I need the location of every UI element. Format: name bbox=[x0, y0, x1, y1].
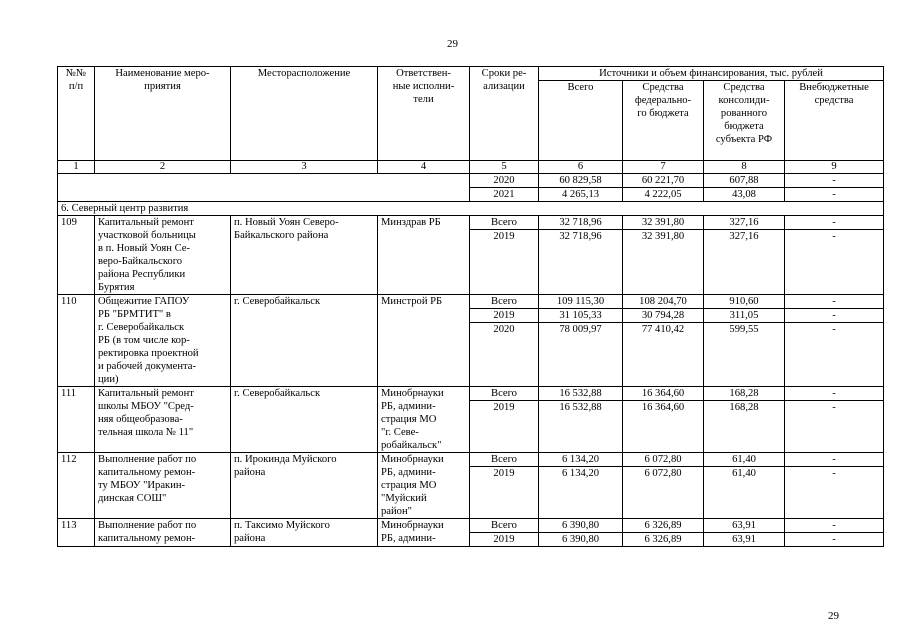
item-location: п. Ирокинда Муйского района bbox=[231, 453, 378, 519]
table-row bbox=[58, 453, 884, 519]
table-row bbox=[58, 216, 884, 295]
item-location: п. Таксимо Муйского района bbox=[231, 519, 378, 547]
item-extra: - bbox=[785, 519, 884, 533]
column-number: 9 bbox=[785, 161, 884, 174]
column-numbers-row bbox=[58, 161, 884, 174]
item-federal-cell bbox=[623, 216, 704, 295]
item-name: Капитальный ремонт школы МБОУ "Сред- няя общеобразова- тельная школа № 11" bbox=[95, 387, 231, 453]
item-federal: 6 072,80 bbox=[623, 453, 704, 467]
carryover-extra: - bbox=[785, 174, 884, 188]
item-extra-cell bbox=[785, 519, 884, 547]
funding-table bbox=[57, 66, 884, 547]
carryover-regional: 607,88 bbox=[704, 174, 785, 188]
carryover-year: 2021 bbox=[470, 188, 539, 202]
item-number: 112 bbox=[58, 453, 95, 519]
item-total: 31 105,33 bbox=[539, 309, 623, 323]
item-total: 16 532,88 bbox=[559, 402, 602, 413]
item-regional-cell bbox=[704, 387, 785, 453]
item-period: 2019 bbox=[493, 402, 515, 413]
page-number-bottom: 29 bbox=[828, 610, 839, 622]
header-name: Наименование меро- приятия bbox=[95, 67, 231, 161]
item-extra: - bbox=[785, 309, 884, 323]
item-federal: 30 794,28 bbox=[623, 309, 704, 323]
item-federal-cell bbox=[623, 519, 704, 547]
item-regional: 599,55 bbox=[729, 324, 759, 335]
column-number: 2 bbox=[95, 161, 231, 174]
column-number: 8 bbox=[704, 161, 785, 174]
column-number: 5 bbox=[470, 161, 539, 174]
item-name: Выполнение работ по капитальному ремон- ту МБОУ "Иракин- динская СОШ" bbox=[95, 453, 231, 519]
item-total-cell bbox=[539, 519, 623, 547]
item-number: 110 bbox=[58, 295, 95, 387]
item-total: 6 134,20 bbox=[539, 453, 623, 467]
item-regional: 63,91 bbox=[732, 534, 756, 545]
item-period: Всего bbox=[470, 519, 539, 533]
carryover-regional: 43,08 bbox=[704, 188, 785, 202]
item-extra: - bbox=[832, 231, 836, 242]
item-total: 78 009,97 bbox=[559, 324, 602, 335]
item-extra: - bbox=[832, 402, 836, 413]
header-row bbox=[58, 67, 884, 81]
item-extra: - bbox=[832, 468, 836, 479]
item-extra: - bbox=[785, 295, 884, 309]
item-total: 6 390,80 bbox=[561, 534, 600, 545]
item-federal-cell bbox=[623, 453, 704, 519]
item-total: 32 718,96 bbox=[559, 231, 602, 242]
header-period: Сроки ре- ализации bbox=[470, 67, 539, 161]
item-period: 2019 bbox=[470, 309, 539, 323]
item-total: 6 390,80 bbox=[539, 519, 623, 533]
item-location: п. Новый Уоян Северо- Байкальского района bbox=[231, 216, 378, 295]
item-regional: 311,05 bbox=[704, 309, 785, 323]
item-location: г. Северобайкальск bbox=[231, 387, 378, 453]
item-federal: 16 364,60 bbox=[641, 402, 685, 413]
item-name: Капитальный ремонт участковой больницы в п. Новый Уоян Се- веро-Байкальского района Республики Бурятия bbox=[95, 216, 231, 295]
item-period: 2020 bbox=[493, 324, 515, 335]
item-number: 113 bbox=[58, 519, 95, 547]
item-federal-cell bbox=[623, 387, 704, 453]
item-federal: 16 364,60 bbox=[623, 387, 704, 401]
item-number: 109 bbox=[58, 216, 95, 295]
item-name: Выполнение работ по капитальному ремон- bbox=[95, 519, 231, 547]
item-regional-cell bbox=[704, 453, 785, 519]
carryover-federal: 4 222,05 bbox=[623, 188, 704, 202]
header-location: Месторасположение bbox=[231, 67, 378, 161]
carryover-year: 2020 bbox=[470, 174, 539, 188]
item-extra: - bbox=[785, 216, 884, 230]
item-federal: 108 204,70 bbox=[623, 295, 704, 309]
item-period-cell bbox=[470, 387, 539, 453]
item-responsible: Минобрнауки РБ, админи- bbox=[378, 519, 470, 547]
header-responsible: Ответствен- ные исполни- тели bbox=[378, 67, 470, 161]
item-federal-cell bbox=[623, 295, 704, 387]
carryover-blank bbox=[58, 174, 470, 202]
item-period-cell bbox=[470, 216, 539, 295]
page-number-top: 29 bbox=[447, 38, 458, 50]
item-period: 2019 bbox=[493, 534, 515, 545]
item-regional: 61,40 bbox=[704, 453, 785, 467]
item-federal: 6 072,80 bbox=[644, 468, 682, 479]
item-name: Общежитие ГАПОУ РБ "БРМТИТ" в г. Северобайкальск РБ (в том числе кор- ректировка проектной и рабочей документа- ции) bbox=[95, 295, 231, 387]
item-total: 16 532,88 bbox=[539, 387, 623, 401]
header-federal: Средства федерально- го бюджета bbox=[623, 81, 704, 161]
item-total: 32 718,96 bbox=[539, 216, 623, 230]
item-extra: - bbox=[785, 453, 884, 467]
item-extra-cell bbox=[785, 295, 884, 387]
item-extra: - bbox=[832, 534, 836, 545]
item-federal: 32 391,80 bbox=[641, 231, 685, 242]
item-federal: 32 391,80 bbox=[623, 216, 704, 230]
item-regional: 327,16 bbox=[729, 231, 759, 242]
column-number: 3 bbox=[231, 161, 378, 174]
item-period: 2019 bbox=[493, 468, 515, 479]
item-federal: 77 410,42 bbox=[641, 324, 685, 335]
item-regional: 63,91 bbox=[704, 519, 785, 533]
item-responsible: Минобрнауки РБ, админи- страция МО "г. Севе- робайкальск" bbox=[378, 387, 470, 453]
table-row bbox=[58, 295, 884, 387]
section-title: 6. Северный центр развития bbox=[58, 202, 884, 216]
item-period-cell bbox=[470, 295, 539, 387]
item-regional: 168,28 bbox=[729, 402, 759, 413]
item-period: Всего bbox=[470, 387, 539, 401]
item-number: 111 bbox=[58, 387, 95, 453]
item-responsible: Минстрой РБ bbox=[378, 295, 470, 387]
column-number: 4 bbox=[378, 161, 470, 174]
item-regional: 910,60 bbox=[704, 295, 785, 309]
item-federal: 6 326,89 bbox=[623, 519, 704, 533]
carryover-federal: 60 221,70 bbox=[623, 174, 704, 188]
item-total: 6 134,20 bbox=[561, 468, 600, 479]
item-regional: 327,16 bbox=[704, 216, 785, 230]
item-period: Всего bbox=[470, 216, 539, 230]
item-responsible: Минздрав РБ bbox=[378, 216, 470, 295]
item-period-cell bbox=[470, 519, 539, 547]
item-responsible: Минобрнауки РБ, админи- страция МО "Муйский район" bbox=[378, 453, 470, 519]
item-extra-cell bbox=[785, 453, 884, 519]
header-regional: Средства консолиди- рованного бюджета субъекта РФ bbox=[704, 81, 785, 161]
item-regional: 61,40 bbox=[732, 468, 756, 479]
table-row bbox=[58, 519, 884, 547]
carryover-total: 4 265,13 bbox=[539, 188, 623, 202]
item-period-cell bbox=[470, 453, 539, 519]
item-total: 109 115,30 bbox=[539, 295, 623, 309]
item-regional: 168,28 bbox=[704, 387, 785, 401]
item-total-cell bbox=[539, 387, 623, 453]
column-number: 1 bbox=[58, 161, 95, 174]
item-extra-cell bbox=[785, 387, 884, 453]
carryover-row bbox=[58, 174, 884, 188]
item-location: г. Северобайкальск bbox=[231, 295, 378, 387]
column-number: 7 bbox=[623, 161, 704, 174]
column-number: 6 bbox=[539, 161, 623, 174]
item-regional-cell bbox=[704, 295, 785, 387]
item-extra: - bbox=[785, 387, 884, 401]
item-regional-cell bbox=[704, 519, 785, 547]
item-total-cell bbox=[539, 295, 623, 387]
section-row bbox=[58, 202, 884, 216]
header-total: Всего bbox=[539, 81, 623, 161]
item-extra-cell bbox=[785, 216, 884, 295]
header-extra: Внебюджетные средства bbox=[785, 81, 884, 161]
item-period: 2019 bbox=[493, 231, 515, 242]
item-total-cell bbox=[539, 216, 623, 295]
table-row bbox=[58, 387, 884, 453]
item-regional-cell bbox=[704, 216, 785, 295]
item-total-cell bbox=[539, 453, 623, 519]
header-funding: Источники и объем финансирования, тыс. рублей bbox=[539, 67, 884, 81]
carryover-total: 60 829,58 bbox=[539, 174, 623, 188]
item-period: Всего bbox=[470, 295, 539, 309]
item-extra: - bbox=[832, 324, 836, 335]
header-num: №№ п/п bbox=[58, 67, 95, 161]
item-period: Всего bbox=[470, 453, 539, 467]
item-federal: 6 326,89 bbox=[644, 534, 682, 545]
carryover-extra: - bbox=[785, 188, 884, 202]
